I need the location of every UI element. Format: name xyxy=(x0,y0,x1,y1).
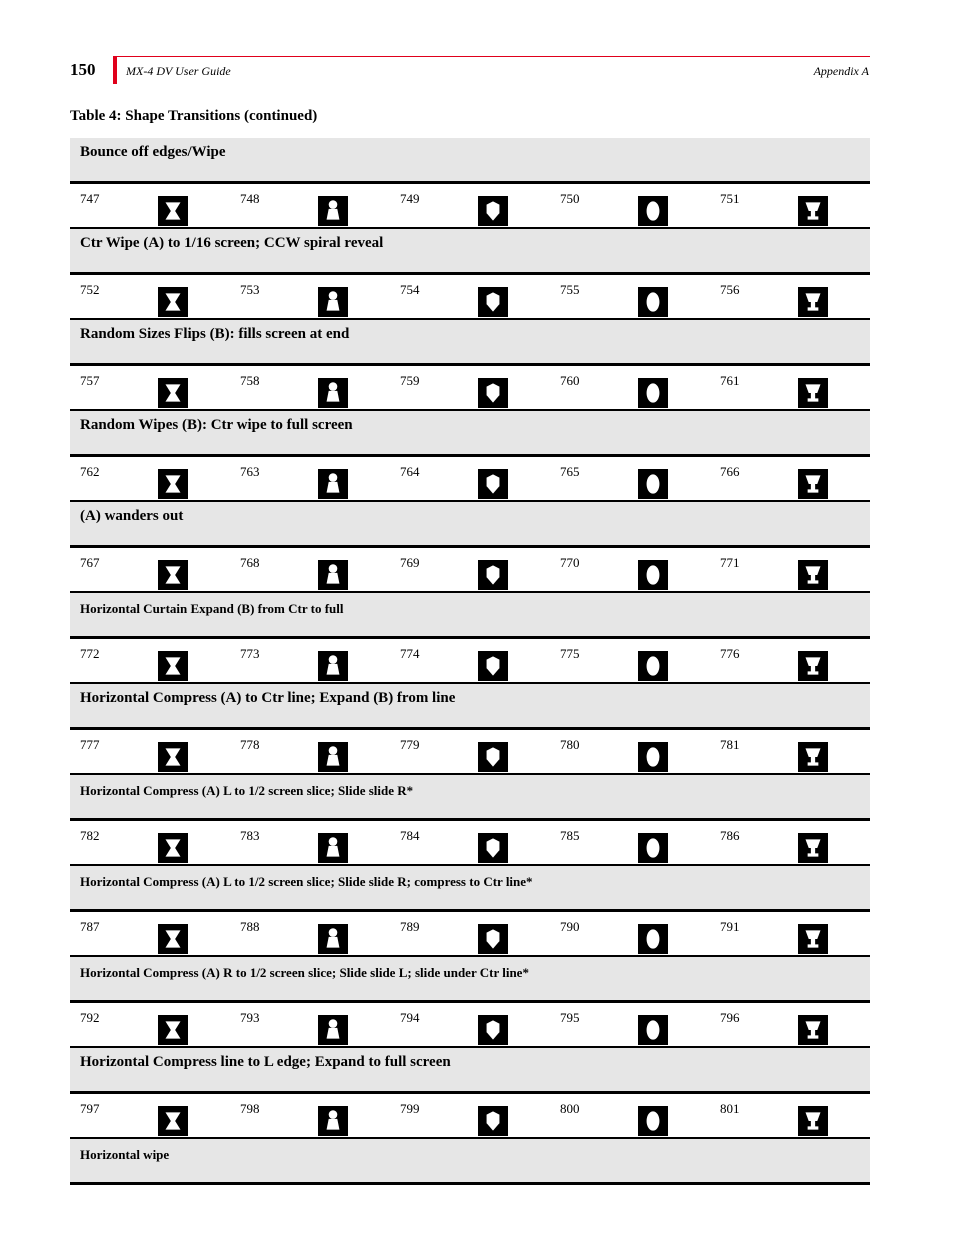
section-header xyxy=(70,1139,870,1185)
shape-gem-icon xyxy=(478,378,508,408)
transition-cell xyxy=(70,821,230,864)
section-header xyxy=(70,1048,870,1094)
transition-cell xyxy=(390,366,550,409)
transition-cell xyxy=(550,821,710,864)
shape-gem-icon xyxy=(478,833,508,863)
transition-cell xyxy=(710,548,870,591)
transition-cell xyxy=(710,821,870,864)
transition-number: 774 xyxy=(400,646,420,661)
transition-cell xyxy=(550,366,710,409)
transition-cell xyxy=(230,1003,390,1046)
shape-gem-icon xyxy=(478,742,508,772)
shape-cup-icon xyxy=(798,560,828,590)
shape-gem-icon xyxy=(478,196,508,226)
transition-cell xyxy=(230,184,390,227)
section-header xyxy=(70,866,870,912)
transition-cell xyxy=(390,821,550,864)
header-guide-title: MX-4 DV User Guide xyxy=(126,64,231,78)
transition-number: 763 xyxy=(240,464,260,479)
shape-cup-icon xyxy=(798,742,828,772)
transition-number: 772 xyxy=(80,646,100,661)
transition-cell xyxy=(550,639,710,682)
transition-number: 753 xyxy=(240,282,260,297)
transition-cell xyxy=(70,366,230,409)
transition-cell xyxy=(550,457,710,500)
shape-pawn-icon xyxy=(318,560,348,590)
shape-x-icon xyxy=(158,1015,188,1045)
shape-cup-icon xyxy=(798,287,828,317)
transition-number: 755 xyxy=(560,282,580,297)
transition-number: 754 xyxy=(400,282,420,297)
transition-cell xyxy=(390,730,550,773)
section-header xyxy=(70,229,870,275)
shape-cup-icon xyxy=(798,469,828,499)
transition-cell xyxy=(70,184,230,227)
transition-cell xyxy=(390,548,550,591)
shape-oval-icon xyxy=(638,1106,668,1136)
shape-pawn-icon xyxy=(318,469,348,499)
transition-number: 781 xyxy=(720,737,740,752)
shape-x-icon xyxy=(158,469,188,499)
transition-row xyxy=(70,366,870,411)
transition-number: 758 xyxy=(240,373,260,388)
transition-number: 794 xyxy=(400,1010,420,1025)
section-header xyxy=(70,957,870,1003)
transition-cell xyxy=(710,457,870,500)
section-title: Bounce off edges/Wipe xyxy=(80,144,226,160)
shape-oval-icon xyxy=(638,196,668,226)
transition-cell xyxy=(710,912,870,955)
transition-row xyxy=(70,1003,870,1048)
transition-cell xyxy=(390,912,550,955)
transition-number: 775 xyxy=(560,646,580,661)
shape-pawn-icon xyxy=(318,1015,348,1045)
shape-x-icon xyxy=(158,1106,188,1136)
shape-oval-icon xyxy=(638,287,668,317)
transition-number: 787 xyxy=(80,919,100,934)
transition-cell xyxy=(70,548,230,591)
transition-row xyxy=(70,548,870,593)
shape-oval-icon xyxy=(638,651,668,681)
transition-cell xyxy=(390,1003,550,1046)
shape-pawn-icon xyxy=(318,833,348,863)
transition-number: 750 xyxy=(560,191,580,206)
transition-cell xyxy=(550,275,710,318)
shape-cup-icon xyxy=(798,1015,828,1045)
transition-row xyxy=(70,821,870,866)
transition-cell xyxy=(550,1094,710,1137)
section-title: Horizontal wipe xyxy=(80,1147,170,1162)
transition-cell xyxy=(230,639,390,682)
section-title: (A) wanders out xyxy=(80,508,184,524)
shape-x-icon xyxy=(158,924,188,954)
transition-row xyxy=(70,730,870,775)
transition-cell xyxy=(550,1003,710,1046)
transition-number: 766 xyxy=(720,464,740,479)
transition-number: 793 xyxy=(240,1010,260,1025)
transition-number: 757 xyxy=(80,373,100,388)
shape-x-icon xyxy=(158,196,188,226)
transition-cell xyxy=(390,1094,550,1137)
transition-cell xyxy=(550,184,710,227)
transition-number: 784 xyxy=(400,828,420,843)
transition-cell xyxy=(710,639,870,682)
section-title: Horizontal Compress (A) R to 1/2 screen slice; Slide slide L; slide under Ctr line* xyxy=(80,965,529,980)
transition-cell xyxy=(70,457,230,500)
transition-number: 769 xyxy=(400,555,420,570)
transition-row xyxy=(70,184,870,229)
transition-number: 749 xyxy=(400,191,420,206)
shape-oval-icon xyxy=(638,378,668,408)
transition-number: 777 xyxy=(80,737,100,752)
shape-pawn-icon xyxy=(318,1106,348,1136)
transition-number: 752 xyxy=(80,282,100,297)
section-header xyxy=(70,502,870,548)
transition-number: 768 xyxy=(240,555,260,570)
shape-cup-icon xyxy=(798,1106,828,1136)
transition-cell xyxy=(710,366,870,409)
section-header xyxy=(70,684,870,730)
transition-number: 764 xyxy=(400,464,420,479)
transition-number: 759 xyxy=(400,373,420,388)
transition-cell xyxy=(70,639,230,682)
table-caption: Table 4: Shape Transitions (continued) xyxy=(70,108,318,124)
transition-cell xyxy=(230,366,390,409)
section-title: Horizontal Compress (A) L to 1/2 screen slice; Slide slide R; compress to Ctr line* xyxy=(80,874,533,889)
transition-cell xyxy=(390,639,550,682)
shape-oval-icon xyxy=(638,469,668,499)
transition-row xyxy=(70,457,870,502)
section-header xyxy=(70,411,870,457)
transition-cell xyxy=(550,730,710,773)
header-rule xyxy=(113,56,870,57)
section-header xyxy=(70,320,870,366)
transition-number: 795 xyxy=(560,1010,580,1025)
section-title: Horizontal Compress (A) L to 1/2 screen slice; Slide slide R* xyxy=(80,783,414,798)
shape-cup-icon xyxy=(798,924,828,954)
shape-oval-icon xyxy=(638,742,668,772)
shape-cup-icon xyxy=(798,651,828,681)
transition-row xyxy=(70,912,870,957)
shape-gem-icon xyxy=(478,560,508,590)
transition-number: 790 xyxy=(560,919,580,934)
shape-x-icon xyxy=(158,833,188,863)
transition-cell xyxy=(710,730,870,773)
transition-cell xyxy=(550,912,710,955)
shape-oval-icon xyxy=(638,1015,668,1045)
transition-number: 770 xyxy=(560,555,580,570)
transition-cell xyxy=(230,912,390,955)
transition-number: 761 xyxy=(720,373,740,388)
shape-pawn-icon xyxy=(318,924,348,954)
section-header xyxy=(70,138,870,184)
header-appendix: Appendix A xyxy=(813,64,869,78)
transition-cell xyxy=(710,275,870,318)
transition-number: 765 xyxy=(560,464,580,479)
transition-cell xyxy=(70,912,230,955)
transition-number: 751 xyxy=(720,191,740,206)
transition-number: 748 xyxy=(240,191,260,206)
transition-number: 800 xyxy=(560,1101,580,1116)
section-header xyxy=(70,775,870,821)
shape-cup-icon xyxy=(798,378,828,408)
shape-oval-icon xyxy=(638,833,668,863)
transition-number: 801 xyxy=(720,1101,740,1116)
shape-pawn-icon xyxy=(318,196,348,226)
transition-cell xyxy=(70,730,230,773)
transition-number: 778 xyxy=(240,737,260,752)
section-title: Ctr Wipe (A) to 1/16 screen; CCW spiral reveal xyxy=(80,235,384,251)
shape-gem-icon xyxy=(478,287,508,317)
transition-number: 776 xyxy=(720,646,740,661)
transition-number: 791 xyxy=(720,919,740,934)
transition-cell xyxy=(390,184,550,227)
shape-x-icon xyxy=(158,378,188,408)
transition-number: 773 xyxy=(240,646,260,661)
transition-number: 797 xyxy=(80,1101,100,1116)
transition-row xyxy=(70,1094,870,1139)
transition-number: 788 xyxy=(240,919,260,934)
transition-number: 756 xyxy=(720,282,740,297)
shape-pawn-icon xyxy=(318,742,348,772)
transition-number: 796 xyxy=(720,1010,740,1025)
transition-number: 799 xyxy=(400,1101,420,1116)
transition-number: 747 xyxy=(80,191,100,206)
transition-number: 771 xyxy=(720,555,740,570)
transition-cell xyxy=(230,1094,390,1137)
shape-cup-icon xyxy=(798,833,828,863)
shape-gem-icon xyxy=(478,1015,508,1045)
shape-x-icon xyxy=(158,742,188,772)
section-title: Horizontal Compress line to L edge; Expand to full screen xyxy=(80,1054,451,1070)
shape-cup-icon xyxy=(798,196,828,226)
transition-cell xyxy=(70,1003,230,1046)
transition-cell xyxy=(390,457,550,500)
page-number: 150 xyxy=(70,60,96,79)
section-title: Random Wipes (B): Ctr wipe to full screen xyxy=(80,417,353,433)
transition-cell xyxy=(710,184,870,227)
transition-number: 792 xyxy=(80,1010,100,1025)
transition-number: 780 xyxy=(560,737,580,752)
transition-cell xyxy=(710,1003,870,1046)
transition-row xyxy=(70,275,870,320)
shape-gem-icon xyxy=(478,924,508,954)
transition-cell xyxy=(70,1094,230,1137)
shape-gem-icon xyxy=(478,651,508,681)
shape-gem-icon xyxy=(478,1106,508,1136)
transition-number: 760 xyxy=(560,373,580,388)
transition-row xyxy=(70,639,870,684)
shape-x-icon xyxy=(158,651,188,681)
shape-x-icon xyxy=(158,287,188,317)
transition-number: 783 xyxy=(240,828,260,843)
transition-number: 779 xyxy=(400,737,420,752)
section-title: Random Sizes Flips (B): fills screen at end xyxy=(80,326,350,342)
transition-number: 785 xyxy=(560,828,580,843)
transition-cell xyxy=(390,275,550,318)
transition-cell xyxy=(70,275,230,318)
transition-cell xyxy=(230,275,390,318)
shape-transitions-table xyxy=(70,138,870,1185)
transition-number: 767 xyxy=(80,555,100,570)
shape-pawn-icon xyxy=(318,651,348,681)
section-title: Horizontal Curtain Expand (B) from Ctr to full xyxy=(80,601,344,616)
transition-cell xyxy=(230,821,390,864)
transition-number: 786 xyxy=(720,828,740,843)
transition-cell xyxy=(710,1094,870,1137)
transition-cell xyxy=(230,457,390,500)
transition-cell xyxy=(550,548,710,591)
shape-pawn-icon xyxy=(318,378,348,408)
transition-cell xyxy=(230,548,390,591)
transition-cell xyxy=(230,730,390,773)
transition-number: 798 xyxy=(240,1101,260,1116)
header-accent-bar xyxy=(113,56,117,84)
transition-number: 789 xyxy=(400,919,420,934)
section-title: Horizontal Compress (A) to Ctr line; Expand (B) from line xyxy=(80,690,456,706)
shape-oval-icon xyxy=(638,560,668,590)
shape-oval-icon xyxy=(638,924,668,954)
shape-gem-icon xyxy=(478,469,508,499)
section-header xyxy=(70,593,870,639)
shape-x-icon xyxy=(158,560,188,590)
transition-number: 782 xyxy=(80,828,100,843)
shape-pawn-icon xyxy=(318,287,348,317)
transition-number: 762 xyxy=(80,464,100,479)
